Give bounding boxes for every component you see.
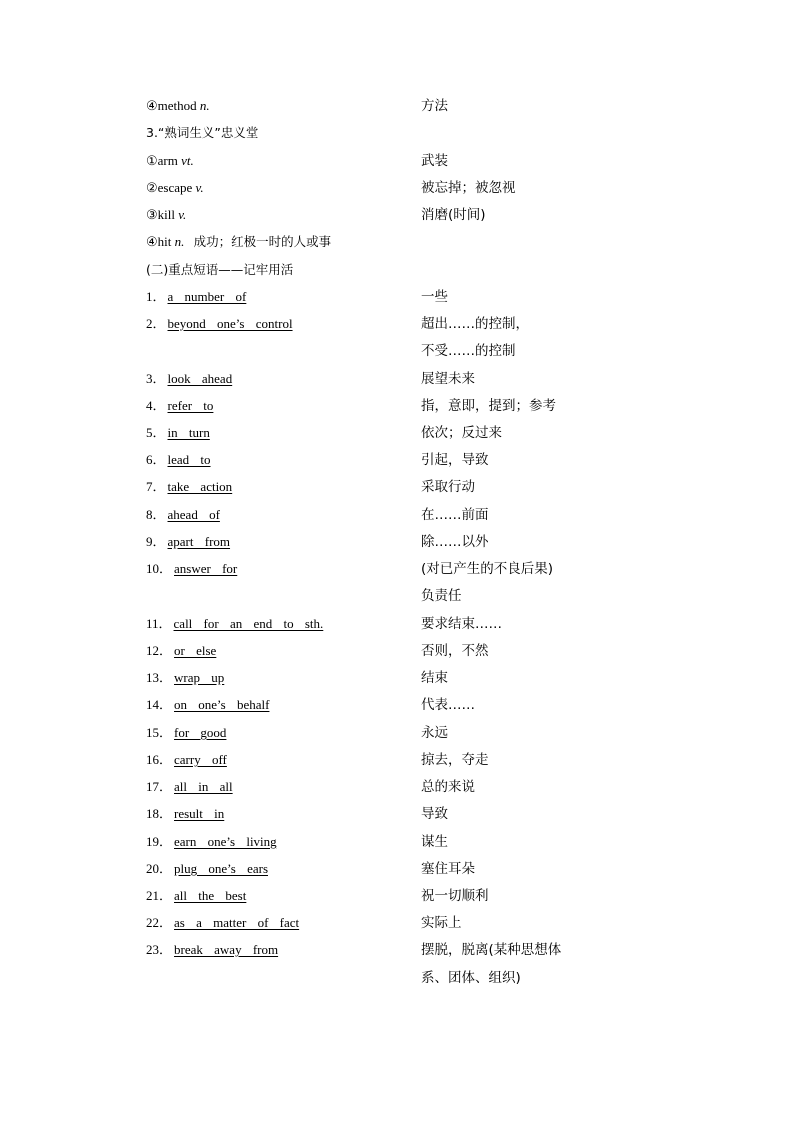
phrase-meaning: 结束	[421, 670, 448, 686]
phrase: in turn	[167, 425, 210, 440]
phrase-number: 7．	[146, 479, 166, 494]
word-number: ④	[146, 98, 158, 113]
phrase: all the best	[174, 888, 247, 903]
phrase-row-continuation	[146, 341, 666, 368]
word: escape	[157, 180, 193, 195]
part-of-speech: v.	[195, 180, 204, 195]
phrase-meaning: 摆脱，脱离(某种思想体	[421, 942, 562, 958]
word-number: ④	[146, 234, 158, 249]
phrase-row	[146, 886, 666, 913]
phrase-number: 14．	[146, 697, 173, 712]
phrase-number: 22．	[146, 915, 173, 930]
phrase-meaning: 导致	[421, 806, 448, 822]
phrase-number: 10．	[146, 561, 173, 576]
phrase-number: 4．	[146, 398, 166, 413]
section-heading-text: 3.“熟词生义”忠义堂	[146, 125, 259, 140]
phrase-row	[146, 287, 666, 314]
word-meaning: 消磨(时间)	[421, 207, 486, 223]
phrase-meaning: 展望未来	[421, 371, 475, 387]
part-of-speech: vt.	[181, 153, 194, 168]
phrase-row	[146, 505, 666, 532]
phrase: call for an end to sth.	[173, 616, 324, 631]
phrase-row-continuation	[146, 968, 666, 995]
phrase: on one’s behalf	[174, 697, 270, 712]
phrase-number: 13．	[146, 670, 173, 685]
phrase-row	[146, 859, 666, 886]
phrase-number: 8．	[146, 507, 166, 522]
phrase-number: 2．	[146, 316, 166, 331]
phrase-meaning-continuation: 系、团体、组织)	[421, 970, 521, 986]
phrase-meaning: 祝一切顺利	[421, 888, 489, 904]
phrase-number: 9．	[146, 534, 166, 549]
phrase-meaning: 采取行动	[421, 479, 475, 495]
part-of-speech: n.	[199, 98, 210, 113]
phrase-row	[146, 532, 666, 559]
phrase-meaning: 一些	[421, 289, 448, 305]
word-number: ③	[146, 207, 158, 222]
phrase: answer for	[174, 561, 238, 576]
word-row	[146, 205, 666, 232]
phrase-meaning: 代表……	[421, 697, 475, 713]
phrase-meaning: 超出……的控制，	[421, 316, 529, 332]
section-heading	[146, 260, 666, 287]
phrase-meaning: 否则，不然	[421, 643, 489, 659]
phrase: lead to	[167, 452, 211, 467]
word-meaning: 成功；红极一时的人或事	[193, 234, 332, 249]
word: hit	[157, 234, 172, 249]
word-meaning: 武装	[421, 153, 448, 169]
phrase: apart from	[167, 534, 231, 549]
phrase: ahead of	[167, 507, 220, 522]
phrase-row	[146, 695, 666, 722]
phrase-meaning: (对已产生的不良后果)	[421, 561, 554, 577]
phrase-row	[146, 804, 666, 831]
phrase-row-continuation	[146, 586, 666, 613]
phrase: refer to	[167, 398, 214, 413]
word: method	[157, 98, 197, 113]
phrase-row	[146, 559, 666, 586]
phrase-number: 17．	[146, 779, 173, 794]
phrase-row	[146, 668, 666, 695]
phrase: look ahead	[167, 371, 233, 386]
phrase: break away from	[174, 942, 279, 957]
word-row	[146, 151, 666, 178]
phrase: take action	[167, 479, 233, 494]
phrase-meaning: 依次；反过来	[421, 425, 502, 441]
phrase-row	[146, 641, 666, 668]
phrase-row	[146, 614, 666, 641]
phrase-meaning: 指，意即，提到；参考	[421, 398, 556, 414]
phrase-meaning: 总的来说	[421, 779, 475, 795]
phrase: for good	[174, 725, 227, 740]
phrase-number: 18．	[146, 806, 173, 821]
word-number: ②	[146, 180, 158, 195]
phrase-meaning: 要求结束……	[421, 616, 502, 632]
phrase-number: 5．	[146, 425, 166, 440]
phrase-row	[146, 477, 666, 504]
phrase-meaning: 引起，导致	[421, 452, 489, 468]
word-row	[146, 96, 666, 123]
phrase-row	[146, 396, 666, 423]
section-heading	[146, 123, 666, 150]
phrase: earn one’s living	[174, 834, 277, 849]
phrase-row	[146, 369, 666, 396]
phrase-row	[146, 940, 666, 967]
phrase-meaning-continuation: 负责任	[421, 588, 462, 604]
phrase-row	[146, 777, 666, 804]
phrase-meaning-continuation: 不受……的控制	[421, 343, 516, 359]
part-of-speech: v.	[178, 207, 187, 222]
phrase-meaning: 掠去，夺走	[421, 752, 489, 768]
word-meaning: 方法	[421, 98, 448, 114]
word-meaning: 被忘掉；被忽视	[421, 180, 516, 196]
phrase-row	[146, 832, 666, 859]
phrase-row	[146, 913, 666, 940]
phrase-number: 1．	[146, 289, 166, 304]
phrase-meaning: 永远	[421, 725, 448, 741]
word: kill	[157, 207, 175, 222]
phrase-number: 12．	[146, 643, 173, 658]
word: arm	[157, 153, 178, 168]
word-row	[146, 178, 666, 205]
phrase-meaning: 谋生	[421, 834, 448, 850]
phrase-number: 21．	[146, 888, 173, 903]
phrase: carry off	[174, 752, 227, 767]
phrase: or else	[174, 643, 217, 658]
phrase-meaning: 实际上	[421, 915, 462, 931]
phrase: wrap up	[174, 670, 225, 685]
phrase: beyond one’s control	[167, 316, 293, 331]
phrase: result in	[174, 806, 225, 821]
section-heading-text: (二)重点短语——记牢用活	[146, 262, 294, 277]
phrase-number: 16．	[146, 752, 173, 767]
phrase: a number of	[167, 289, 247, 304]
phrase-number: 23．	[146, 942, 173, 957]
phrase-row	[146, 314, 666, 341]
word-row	[146, 232, 666, 259]
phrase-row	[146, 723, 666, 750]
phrase-number: 19．	[146, 834, 173, 849]
phrase-meaning: 除……以外	[421, 534, 489, 550]
part-of-speech: n.	[174, 234, 185, 249]
phrase: all in all	[174, 779, 233, 794]
phrase: plug one’s ears	[174, 861, 268, 876]
phrase-meaning: 塞住耳朵	[421, 861, 475, 877]
phrase-meaning: 在……前面	[421, 507, 489, 523]
phrase-number: 11．	[146, 616, 172, 631]
word-number: ①	[146, 153, 158, 168]
phrase-number: 20．	[146, 861, 173, 876]
phrase-number: 15．	[146, 725, 173, 740]
phrase-number: 3．	[146, 371, 166, 386]
phrase-row	[146, 750, 666, 777]
phrase-row	[146, 450, 666, 477]
phrase-number: 6．	[146, 452, 166, 467]
phrase-row	[146, 423, 666, 450]
phrase: as a matter of fact	[174, 915, 300, 930]
